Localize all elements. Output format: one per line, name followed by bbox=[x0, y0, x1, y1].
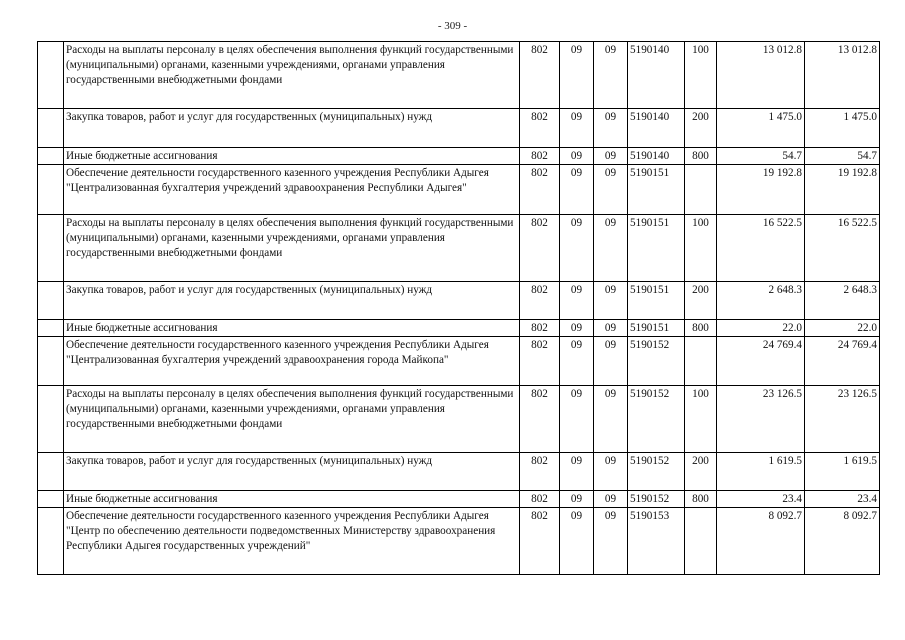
ministry-cell: 802 bbox=[520, 165, 560, 215]
description-cell: Расходы на выплаты персоналу в целях обеспечения выполнения функций государственными (муниципальными) органами, казенными учреждениями, органами управления государственными внебюджетными фондами bbox=[64, 215, 520, 282]
amount-cell: 24 769.4 bbox=[805, 337, 880, 386]
description-cell: Обеспечение деятельности государственного казенного учреждения Республики Адыгея "Централизованная бухгалтерия учреждений здравоохранения города Майкопа" bbox=[64, 337, 520, 386]
amount-cell: 54.7 bbox=[805, 148, 880, 165]
amount-cell: 23.4 bbox=[805, 491, 880, 508]
amount-cell: 1 619.5 bbox=[717, 453, 805, 491]
expense-type-cell: 100 bbox=[685, 386, 717, 453]
ministry-cell: 802 bbox=[520, 386, 560, 453]
expense-type-cell: 100 bbox=[685, 215, 717, 282]
expense-type-cell: 200 bbox=[685, 109, 717, 148]
subsection-cell: 09 bbox=[594, 165, 628, 215]
blank-cell bbox=[38, 109, 64, 148]
blank-cell bbox=[38, 386, 64, 453]
target-article-cell: 5190152 bbox=[628, 491, 685, 508]
amount-cell: 23 126.5 bbox=[805, 386, 880, 453]
blank-cell bbox=[38, 337, 64, 386]
table-row bbox=[38, 386, 880, 453]
subsection-cell: 09 bbox=[594, 508, 628, 575]
amount-cell: 16 522.5 bbox=[717, 215, 805, 282]
expense-type-cell: 200 bbox=[685, 282, 717, 320]
ministry-cell: 802 bbox=[520, 215, 560, 282]
description-cell: Закупка товаров, работ и услуг для государственных (муниципальных) нужд bbox=[64, 282, 520, 320]
target-article-cell: 5190151 bbox=[628, 282, 685, 320]
amount-cell: 13 012.8 bbox=[805, 42, 880, 109]
description-cell: Иные бюджетные ассигнования bbox=[64, 491, 520, 508]
amount-cell: 13 012.8 bbox=[717, 42, 805, 109]
amount-cell: 19 192.8 bbox=[717, 165, 805, 215]
description-cell: Обеспечение деятельности государственного казенного учреждения Республики Адыгея "Централизованная бухгалтерия учреждений здравоохранения Республики Адыгея" bbox=[64, 165, 520, 215]
blank-cell bbox=[38, 215, 64, 282]
expense-type-cell: 800 bbox=[685, 491, 717, 508]
amount-cell: 23.4 bbox=[717, 491, 805, 508]
target-article-cell: 5190140 bbox=[628, 109, 685, 148]
section-cell: 09 bbox=[560, 337, 594, 386]
amount-cell: 22.0 bbox=[805, 320, 880, 337]
expense-type-cell: 100 bbox=[685, 42, 717, 109]
target-article-cell: 5190151 bbox=[628, 320, 685, 337]
section-cell: 09 bbox=[560, 508, 594, 575]
section-cell: 09 bbox=[560, 109, 594, 148]
amount-cell: 8 092.7 bbox=[717, 508, 805, 575]
ministry-cell: 802 bbox=[520, 491, 560, 508]
table-row bbox=[38, 282, 880, 320]
amount-cell: 1 619.5 bbox=[805, 453, 880, 491]
section-cell: 09 bbox=[560, 282, 594, 320]
table-row bbox=[38, 42, 880, 109]
subsection-cell: 09 bbox=[594, 320, 628, 337]
amount-cell: 8 092.7 bbox=[805, 508, 880, 575]
target-article-cell: 5190152 bbox=[628, 337, 685, 386]
page-number: - 309 - bbox=[437, 20, 468, 32]
target-article-cell: 5190152 bbox=[628, 453, 685, 491]
table-row bbox=[38, 109, 880, 148]
table-row bbox=[38, 491, 880, 508]
blank-cell bbox=[38, 148, 64, 165]
ministry-cell: 802 bbox=[520, 453, 560, 491]
description-cell: Расходы на выплаты персоналу в целях обеспечения выполнения функций государственными (муниципальными) органами, казенными учреждениями, органами управления государственными внебюджетными фондами bbox=[64, 386, 520, 453]
blank-cell bbox=[38, 491, 64, 508]
section-cell: 09 bbox=[560, 148, 594, 165]
amount-cell: 2 648.3 bbox=[805, 282, 880, 320]
target-article-cell: 5190153 bbox=[628, 508, 685, 575]
description-cell: Расходы на выплаты персоналу в целях обеспечения выполнения функций государственными (муниципальными) органами, казенными учреждениями, органами управления государственными внебюджетными фондами bbox=[64, 42, 520, 109]
ministry-cell: 802 bbox=[520, 508, 560, 575]
amount-cell: 54.7 bbox=[717, 148, 805, 165]
amount-cell: 24 769.4 bbox=[717, 337, 805, 386]
amount-cell: 22.0 bbox=[717, 320, 805, 337]
description-cell: Закупка товаров, работ и услуг для государственных (муниципальных) нужд bbox=[64, 453, 520, 491]
table-row bbox=[38, 320, 880, 337]
table-row bbox=[38, 215, 880, 282]
subsection-cell: 09 bbox=[594, 337, 628, 386]
section-cell: 09 bbox=[560, 320, 594, 337]
target-article-cell: 5190152 bbox=[628, 386, 685, 453]
blank-cell bbox=[38, 320, 64, 337]
ministry-cell: 802 bbox=[520, 109, 560, 148]
blank-cell bbox=[38, 282, 64, 320]
table-row bbox=[38, 453, 880, 491]
amount-cell: 1 475.0 bbox=[805, 109, 880, 148]
ministry-cell: 802 bbox=[520, 148, 560, 165]
subsection-cell: 09 bbox=[594, 282, 628, 320]
subsection-cell: 09 bbox=[594, 215, 628, 282]
table-row bbox=[38, 165, 880, 215]
amount-cell: 16 522.5 bbox=[805, 215, 880, 282]
blank-cell bbox=[38, 508, 64, 575]
description-cell: Иные бюджетные ассигнования bbox=[64, 148, 520, 165]
ministry-cell: 802 bbox=[520, 282, 560, 320]
blank-cell bbox=[38, 165, 64, 215]
amount-cell: 2 648.3 bbox=[717, 282, 805, 320]
amount-cell: 23 126.5 bbox=[717, 386, 805, 453]
target-article-cell: 5190140 bbox=[628, 42, 685, 109]
subsection-cell: 09 bbox=[594, 386, 628, 453]
ministry-cell: 802 bbox=[520, 337, 560, 386]
subsection-cell: 09 bbox=[594, 109, 628, 148]
expense-type-cell bbox=[685, 337, 717, 386]
section-cell: 09 bbox=[560, 165, 594, 215]
ministry-cell: 802 bbox=[520, 320, 560, 337]
subsection-cell: 09 bbox=[594, 148, 628, 165]
expense-type-cell: 800 bbox=[685, 320, 717, 337]
table-row bbox=[38, 337, 880, 386]
target-article-cell: 5190151 bbox=[628, 165, 685, 215]
budget-table bbox=[37, 41, 880, 575]
amount-cell: 1 475.0 bbox=[717, 109, 805, 148]
description-cell: Закупка товаров, работ и услуг для государственных (муниципальных) нужд bbox=[64, 109, 520, 148]
subsection-cell: 09 bbox=[594, 491, 628, 508]
expense-type-cell bbox=[685, 508, 717, 575]
blank-cell bbox=[38, 42, 64, 109]
amount-cell: 19 192.8 bbox=[805, 165, 880, 215]
section-cell: 09 bbox=[560, 453, 594, 491]
target-article-cell: 5190151 bbox=[628, 215, 685, 282]
table-row bbox=[38, 148, 880, 165]
expense-type-cell: 200 bbox=[685, 453, 717, 491]
ministry-cell: 802 bbox=[520, 42, 560, 109]
target-article-cell: 5190140 bbox=[628, 148, 685, 165]
table-row bbox=[38, 508, 880, 575]
expense-type-cell: 800 bbox=[685, 148, 717, 165]
expense-type-cell bbox=[685, 165, 717, 215]
blank-cell bbox=[38, 453, 64, 491]
section-cell: 09 bbox=[560, 386, 594, 453]
section-cell: 09 bbox=[560, 215, 594, 282]
description-cell: Обеспечение деятельности государственного казенного учреждения Республики Адыгея "Центр по обеспечению деятельности подведомственных Министерству здравоохранения Республики Адыгея государственных учреждений" bbox=[64, 508, 520, 575]
section-cell: 09 bbox=[560, 42, 594, 109]
section-cell: 09 bbox=[560, 491, 594, 508]
description-cell: Иные бюджетные ассигнования bbox=[64, 320, 520, 337]
subsection-cell: 09 bbox=[594, 42, 628, 109]
subsection-cell: 09 bbox=[594, 453, 628, 491]
